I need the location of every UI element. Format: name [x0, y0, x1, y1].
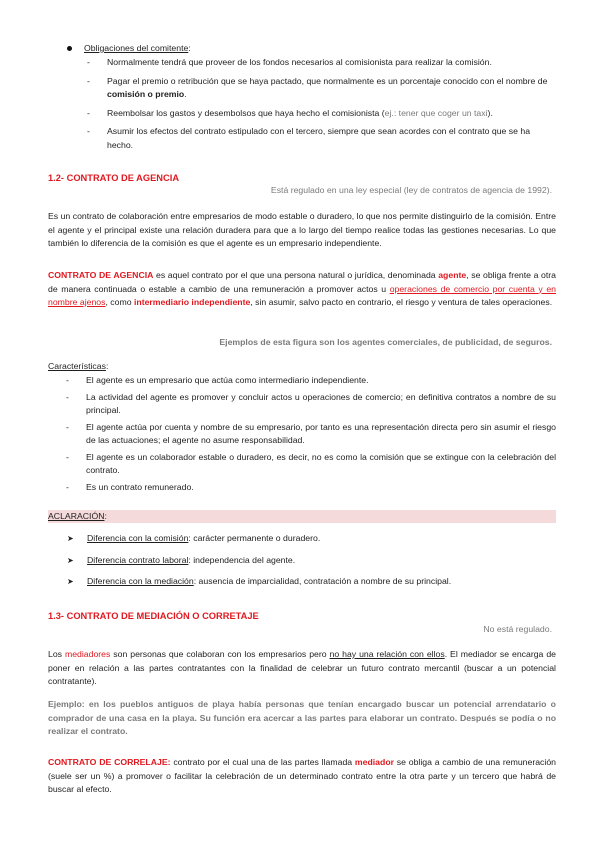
list-item: - Es un contrato remunerado. [66, 481, 556, 495]
list-item: ➤ Diferencia con la comisión: carácter permanente o duradero. [67, 532, 557, 546]
dash-icon: - [87, 57, 90, 67]
list-item: ➤ Diferencia con la mediación: ausencia de imparcialidad, contratación a nombre de su principal. [67, 575, 557, 589]
dash-icon: - [66, 375, 69, 385]
list-item: - Pagar el premio o retribución que se haya pactado, que normalmente es un porcentaje conocido con el nombre de comisión o premio. [87, 75, 548, 99]
caracteristicas-heading-line: Características: [48, 361, 109, 371]
arrow-bullet-icon: ➤ [67, 555, 74, 565]
list-item: - Asumir los efectos del contrato estipulado con el tercero, siempre que sean acordes con el contrato que se ha hecho. [87, 126, 531, 150]
section-title-agencia: 1.2- CONTRATO DE AGENCIA [48, 173, 180, 183]
arrow-bullet-icon: ➤ [67, 577, 74, 586]
agencia-paragraph: Es un contrato de colaboración entre empresarios de modo estable o duradero, lo que nos permite distinguirlo de la comisión. Entre el agente y el principal existe una relación duradera para que a lo largo del tiempo realice todas las gestiones necesarias. Lo que también lo diferencia de la comisión es que el agente es un empresario independiente. [48, 211, 556, 248]
dash-icon: - [66, 451, 69, 462]
arrow-bullet-icon: ➤ [67, 534, 74, 543]
agencia-definition: CONTRATO DE AGENCIA es aquel contrato por el que una persona natural o jurídica, denominada agente, se obliga frente a otra de manera continuada o estable a cambio de una remuneración a promover actos u operaciones de comercio por cuenta y en nombre ajenos, como intermediario independiente, sin asumir, salvo pacto en contrario, el riesgo y ventura de tales operaciones. [48, 270, 556, 307]
aclaracion-heading-line: ACLARACIÓN: [48, 511, 107, 521]
obligaciones-heading: Obligaciones del comitente [84, 43, 189, 53]
caracteristicas-heading: Características [48, 361, 106, 371]
mediacion-paragraph: Los mediadores son personas que colaboran con los empresarios pero no hay una relación con ellos. El mediador se encarga de poner en relación a las partes contratantes con la finalidad de celebrar un futuro contrato mercantil (buscar a un potencial contratante). [48, 649, 556, 686]
mediacion-ejemplo: Ejemplo: en los pueblos antiguos de playa había personas que tenían encargado buscar un potencial arrendatario o comprador de una casa en la playa. Su función era acercar a las partes para elaborar un contrato. Después se podía o no realizar el contrato. [48, 699, 556, 736]
list-item: ➤ Diferencia contrato laboral: independencia del agente. [67, 554, 557, 568]
list-item: - El agente es un colaborador estable o duradero, es decir, no es como la comisión que se extingue con la celebración del contrato. [66, 451, 556, 475]
dash-icon: - [66, 391, 69, 402]
dash-icon: - [66, 481, 69, 492]
obligaciones-heading-line: Obligaciones del comitente: [84, 43, 191, 53]
obligaciones-list [87, 56, 557, 152]
section-title-mediacion: 1.3- CONTRATO DE MEDIACIÓN O CORRETAJE [48, 611, 259, 621]
list-item: - El agente es un empresario que actúa como intermediario independiente. [66, 374, 556, 388]
aclaracion-heading: ACLARACIÓN [48, 511, 105, 521]
mediacion-note: No está regulado. [483, 624, 552, 634]
agencia-ejemplos: Ejemplos de esta figura son los agentes comerciales, de publicidad, de seguros. [219, 337, 552, 347]
list-item: - Reembolsar los gastos y desembolsos que haya hecho el comisionista (ej.: tener que coger un taxi). [87, 107, 557, 121]
dash-icon: - [87, 107, 90, 118]
agencia-note: Está regulado en una ley especial (ley de contratos de agencia de 1992). [270, 185, 552, 195]
list-item: - La actividad del agente es promover y concluir actos u operaciones de comercio; en definitiva contratos a nombre de su principal. [66, 391, 556, 415]
list-item: - Normalmente tendrá que proveer de los fondos necesarios al comisionista para realizar la comisión. [87, 56, 557, 70]
dash-icon: - [87, 75, 90, 86]
bullet-icon [67, 46, 72, 51]
diferencias-list [67, 532, 557, 589]
aclaracion-highlight [48, 510, 556, 523]
list-item: - El agente actúa por cuenta y nombre de su empresario, por tanto es una representación directa pero sin asumir el riesgo de las actuaciones; el agente no asume responsabilidad. [66, 421, 556, 445]
caracteristicas-list [66, 374, 556, 494]
dash-icon: - [87, 126, 90, 136]
dash-icon: - [66, 421, 69, 432]
correlaje-definition: CONTRATO DE CORRELAJE: contrato por el cual una de las partes llamada mediador se obliga a cambio de una remuneración (suele ser un %) a promover o facilitar la celebración de un determinado contrato entre la otra parte y un tercero que habrá de buscar al efecto. [48, 757, 556, 794]
